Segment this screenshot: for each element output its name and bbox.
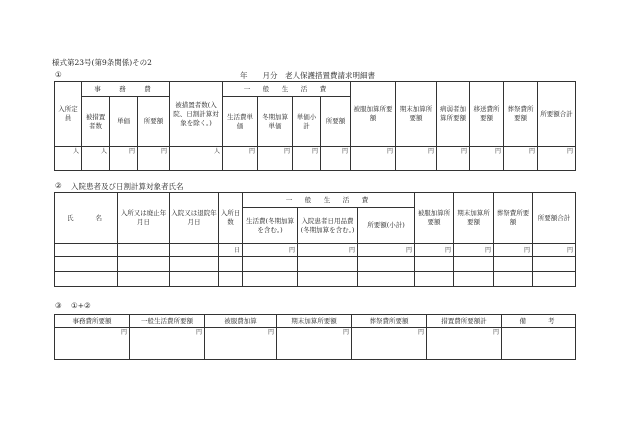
cell-sosai-2[interactable]: 円 — [494, 244, 533, 257]
section-3-table — [54, 314, 576, 360]
header-isou: 移送費所要額 — [470, 82, 504, 147]
header-jimu-3: 事務費所要額 — [55, 315, 130, 328]
cell-hifuku[interactable]: 円 — [351, 147, 396, 171]
form-number: 様式第23号(第9条関係)その2 — [52, 58, 152, 67]
cell-jimu-3[interactable]: 円 — [55, 328, 130, 360]
cell-byojaku[interactable]: 円 — [437, 147, 470, 171]
cell-sochi-total[interactable]: 円 — [427, 328, 502, 360]
cell-capacity[interactable]: 人 — [55, 147, 82, 171]
table-row — [55, 272, 576, 287]
cell-unit-price[interactable]: 円 — [110, 147, 138, 171]
header-unit-price: 単価 — [110, 97, 138, 147]
header-sochi-total: 措置費所要額計 — [427, 315, 502, 328]
cell-ippan-3[interactable]: 円 — [130, 328, 205, 360]
cell-biko[interactable] — [502, 328, 576, 360]
header-seikatsu: 生活費(冬期加算を含む。) — [243, 208, 298, 244]
cell-days[interactable]: 日 — [219, 244, 243, 257]
cell-sochi-count[interactable]: 人 — [82, 147, 110, 171]
cell-kimatsu[interactable]: 円 — [396, 147, 437, 171]
cell-hifuku-2[interactable]: 円 — [415, 244, 454, 257]
table-row — [55, 257, 576, 272]
header-sosai-2: 葬祭費所要額 — [494, 193, 533, 244]
header-nyusho-date: 入所又は廃止年月日 — [118, 193, 170, 244]
cell-total[interactable]: 円 — [538, 147, 576, 171]
section-1-table — [54, 81, 576, 171]
header-seikatsu-tanka: 生活費単 価 — [223, 97, 258, 147]
cell-nichiyo[interactable]: 円 — [298, 244, 358, 257]
header-biko: 備 考 — [502, 315, 576, 328]
cell-seikatsu[interactable]: 円 — [243, 244, 298, 257]
header-sochi-count: 被措置者数 — [82, 97, 110, 147]
header-kimatsu: 期末加算所要額 — [396, 82, 437, 147]
header-ippan-2: 一 般 生 活 費 — [243, 193, 415, 208]
cell-nyusho-date[interactable] — [118, 244, 170, 257]
header-amount: 所要額 — [138, 97, 170, 147]
header-ippan-3: 一般生活費所要額 — [130, 315, 205, 328]
form-title: 年 月分 老人保護措置費請求明細書 — [240, 71, 375, 80]
header-kimatsu-2: 期末加算所要額 — [454, 193, 494, 244]
header-ippan-amount: 所要額 — [321, 97, 351, 147]
section-2-label: 入院患者及び日割計算対象者氏名 — [71, 182, 184, 191]
cell-kimatsu-2[interactable]: 円 — [454, 244, 494, 257]
cell-hifuku-3[interactable]: 円 — [205, 328, 277, 360]
header-tanka-shokei: 単価小計 — [293, 97, 321, 147]
cell-jimu-amount[interactable]: 円 — [138, 147, 170, 171]
header-nyuin-date: 入院又は退院年月日 — [170, 193, 219, 244]
header-hifuku-3: 被服費加算 — [205, 315, 277, 328]
header-ippan: 一 般 生 活 費 — [223, 82, 351, 97]
section-3-mark: ③ — [55, 301, 62, 310]
cell-sochi-note[interactable]: 人 — [170, 147, 223, 171]
header-sochi-note: 被措置者数(入院、日割計算対象を除く。) — [170, 82, 223, 147]
header-total: 所要額合計 — [538, 82, 576, 147]
header-byojaku: 病弱者加算所要額 — [437, 82, 470, 147]
cell-sosai[interactable]: 円 — [504, 147, 538, 171]
header-days: 入所日数 — [219, 193, 243, 244]
cell-shokei[interactable]: 円 — [358, 244, 415, 257]
header-toki-tanka: 冬期加算単価 — [258, 97, 293, 147]
header-sosai-3: 葬祭費所要額 — [352, 315, 427, 328]
cell-sosai-3[interactable]: 円 — [352, 328, 427, 360]
cell-ippan-amount[interactable]: 円 — [321, 147, 351, 171]
cell-name[interactable] — [55, 244, 118, 257]
header-kimatsu-3: 期末加算所要額 — [277, 315, 352, 328]
header-total-2: 所要額合計 — [533, 193, 576, 244]
header-shokei: 所要額(小計) — [358, 208, 415, 244]
cell-nyuin-date[interactable] — [170, 244, 219, 257]
cell-kimatsu-3[interactable]: 円 — [277, 328, 352, 360]
header-sosai: 葬祭費所要額 — [504, 82, 538, 147]
cell-toki-tanka[interactable]: 円 — [258, 147, 293, 171]
section-1-mark: ① — [55, 70, 62, 79]
cell-total-2[interactable]: 円 — [533, 244, 576, 257]
cell-seikatsu-tanka[interactable]: 円 — [223, 147, 258, 171]
header-jimu: 事 務 費 — [82, 82, 170, 97]
header-hifuku: 被服加算所要額 — [351, 82, 396, 147]
cell-isou[interactable]: 円 — [470, 147, 504, 171]
section-2-mark: ② — [55, 181, 62, 190]
cell-tanka-shokei[interactable]: 円 — [293, 147, 321, 171]
section-3-label: ①+② — [71, 301, 91, 310]
header-nichiyo: 入院患者日用品費(冬期加算を含む。) — [298, 208, 358, 244]
section-2-table — [54, 192, 576, 287]
header-hifuku-2: 被服加算所要額 — [415, 193, 454, 244]
header-name: 氏 名 — [55, 193, 118, 244]
header-capacity: 入所定員 — [55, 82, 82, 147]
